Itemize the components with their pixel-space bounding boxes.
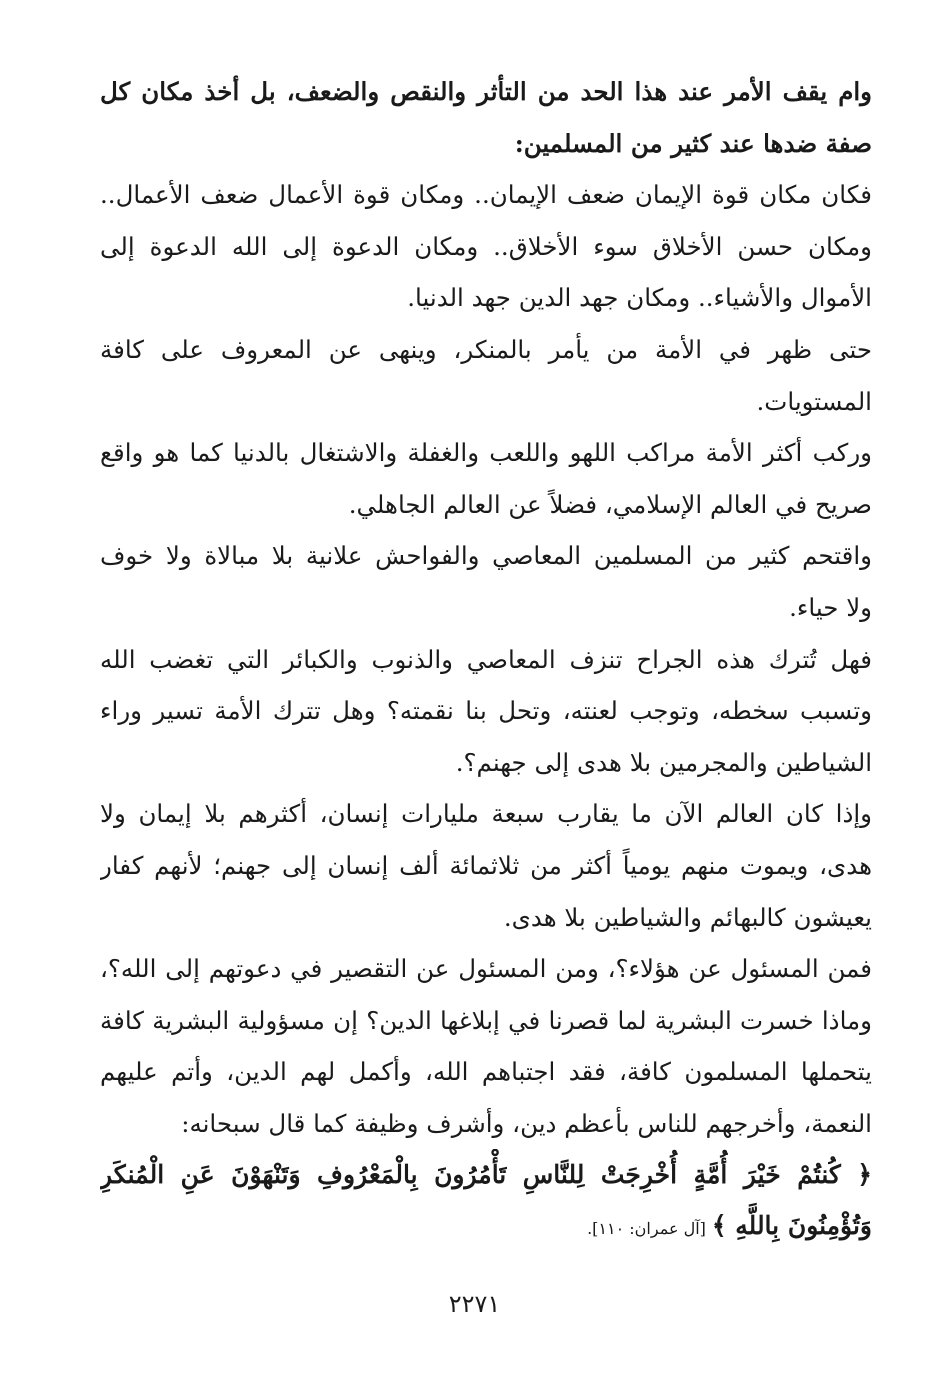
heading-line: صفة ضدها عند كثير من المسلمين: <box>514 128 872 158</box>
paragraph-line: المستويات. <box>756 386 872 416</box>
paragraph-line: حتى ظهر في الأمة من يأمر بالمنكر، وينهى عن المعروف على كافة <box>100 334 872 364</box>
paragraph-line: ولا حياء. <box>789 592 872 622</box>
paragraph-line: الأموال والأشياء.. ومكان جهد الدين جهد الدنيا. <box>407 283 872 313</box>
paragraph-line: وإذا كان العالم الآن ما يقارب سبعة مليارات إنسان، أكثرهم بلا إيمان ولا <box>100 799 872 829</box>
paragraph-line: يعيشون كالبهائم والشياطين بلا هدى. <box>503 902 872 932</box>
paragraph-line: الشياطين والمجرمين بلا هدى إلى جهنم؟. <box>455 747 872 777</box>
page-body <box>100 66 872 1251</box>
quran-verse-line: ﴿ كُنتُمْ خَيْرَ أُمَّةٍ أُخْرِجَتْ لِلنَّاسِ تَأْمُرُونَ بِالْمَعْرُوفِ وَتَنْهَوْنَ عَنِ الْمُنكَرِ <box>100 1160 872 1190</box>
paragraph-line: يتحملها المسلمون كافة، فقد اجتباهم الله، وأكمل لهم الدين، وأتم عليهم <box>100 1057 872 1087</box>
heading-line: وام يقف الأمر عند هذا الحد من التأثر والنقص والضعف، بل أخذ مكان كل <box>100 77 872 106</box>
paragraph-line: فكان مكان قوة الإيمان ضعف الإيمان.. ومكان قوة الأعمال ضعف الأعمال.. <box>100 180 872 210</box>
quran-verse-end: وَتُؤْمِنُونَ بِاللَّهِ ﴾ <box>711 1211 872 1241</box>
paragraph-line: النعمة، وأخرجهم للناس بأعظم دين، وأشرف وظيفة كما قال سبحانه: <box>181 1108 872 1138</box>
verse-reference: [آل عمران: ١١٠]. <box>587 1219 706 1239</box>
paragraph-line: فمن المسئول عن هؤلاء؟، ومن المسئول عن التقصير في دعوتهم إلى الله؟، <box>100 954 872 984</box>
paragraph-line: صريح في العالم الإسلامي، فضلاً عن العالم الجاهلي. <box>348 489 872 519</box>
paragraph-line: وتسبب سخطه، وتوجب لعنته، وتحل بنا نقمته؟ وهل تترك الأمة تسير وراء <box>100 696 872 726</box>
quran-verse-line <box>100 1201 872 1251</box>
paragraph-line: هدى، ويموت منهم يومياً أكثر من ثلاثمائة ألف إنسان إلى جهنم؛ لأنهم كفار <box>100 850 872 880</box>
paragraph-line: وركب أكثر الأمة مراكب اللهو واللعب والغفلة والاشتغال بالدنيا كما هو واقع <box>100 438 872 468</box>
paragraph-line: واقتحم كثير من المسلمين المعاصي والفواحش علانية بلا مبالاة ولا خوف <box>100 541 872 571</box>
paragraph-line: وماذا خسرت البشرية لما قصرنا في إبلاغها الدين؟ إن مسؤولية البشرية كافة <box>100 1005 872 1035</box>
paragraph-line: ومكان حسن الأخلاق سوء الأخلاق.. ومكان الدعوة إلى الله الدعوة إلى <box>100 231 872 261</box>
paragraph-line: فهل تُترك هذه الجراح تنزف المعاصي والذنوب والكبائر التي تغضب الله <box>100 644 872 674</box>
page-number: ٢٢٧١ <box>448 1290 501 1318</box>
